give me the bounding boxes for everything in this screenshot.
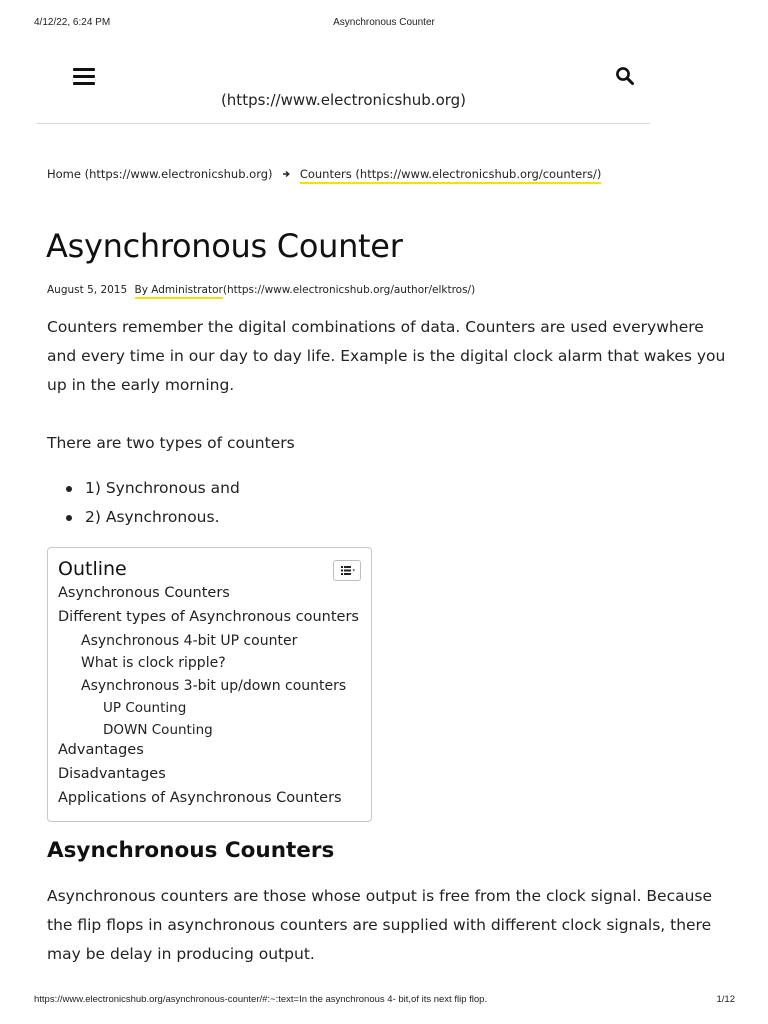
toc-title: Outline [58,558,127,580]
site-header [37,60,650,124]
toc-item-disadvantages[interactable]: Disadvantages [58,766,166,782]
intro-paragraph: Counters remember the digital combinations of data. Counters are used everywhere and every time in our day to day life. Example is the digital clock alarm that wakes you up in the early morning. [47,318,726,394]
section-paragraph: Asynchronous counters are those whose output is free from the clock signal. Because the flip flops in asynchronous counters are supplied with different clock signals, there may be delay in producing output. [47,887,713,963]
counter-types-list [66,474,240,532]
page-number: 1/12 [716,994,735,1005]
breadcrumb-home-link[interactable]: Home (https://www.electronicshub.org) [47,167,273,181]
hamburger-menu-icon[interactable] [73,68,95,85]
toc-item-advantages[interactable]: Advantages [58,742,144,758]
arrow-right-icon [282,168,290,181]
breadcrumb [47,167,601,181]
toc-item-4bit-up-counter[interactable]: Asynchronous 4-bit UP counter [81,633,298,649]
toc-item-clock-ripple[interactable]: What is clock ripple? [81,655,226,671]
author-link[interactable]: By Administrator [135,284,223,299]
breadcrumb-counters-link[interactable]: Counters (https://www.electronicshub.org/counters/) [300,167,601,184]
toc-item-up-counting[interactable]: UP Counting [103,700,187,716]
types-intro: There are two types of counters [47,434,295,452]
table-of-contents [47,547,372,822]
toc-item-applications[interactable]: Applications of Asynchronous Counters [58,790,342,806]
list-item: 2) Asynchronous. [66,503,240,532]
toc-item-asynchronous-counters[interactable]: Asynchronous Counters [58,585,230,601]
page-title: Asynchronous Counter [46,227,403,265]
toc-item-different-types[interactable]: Different types of Asynchronous counters [58,609,359,625]
post-date: August 5, 2015 [47,284,128,296]
toc-item-down-counting[interactable]: DOWN Counting [103,722,213,738]
site-url-link[interactable]: (https://www.electronicshub.org) [220,91,467,109]
print-footer-url: https://www.electronicshub.org/asynchronous-counter/#:~:text=In the asynchronous 4- bit,of its next flip flop. [34,994,488,1005]
print-title: Asynchronous Counter [333,17,435,28]
list-toggle-icon[interactable] [333,560,361,581]
section-heading: Asynchronous Counters [47,838,335,863]
post-meta [47,284,475,296]
toc-item-3bit-up-down[interactable]: Asynchronous 3-bit up/down counters [81,678,347,694]
search-icon[interactable] [615,66,635,86]
print-header [0,17,768,31]
author-url: (https://www.electronicshub.org/author/elktros/) [222,284,476,296]
print-footer [0,994,768,1008]
print-datetime: 4/12/22, 6:24 PM [34,17,111,28]
list-item: 1) Synchronous and [66,474,240,503]
